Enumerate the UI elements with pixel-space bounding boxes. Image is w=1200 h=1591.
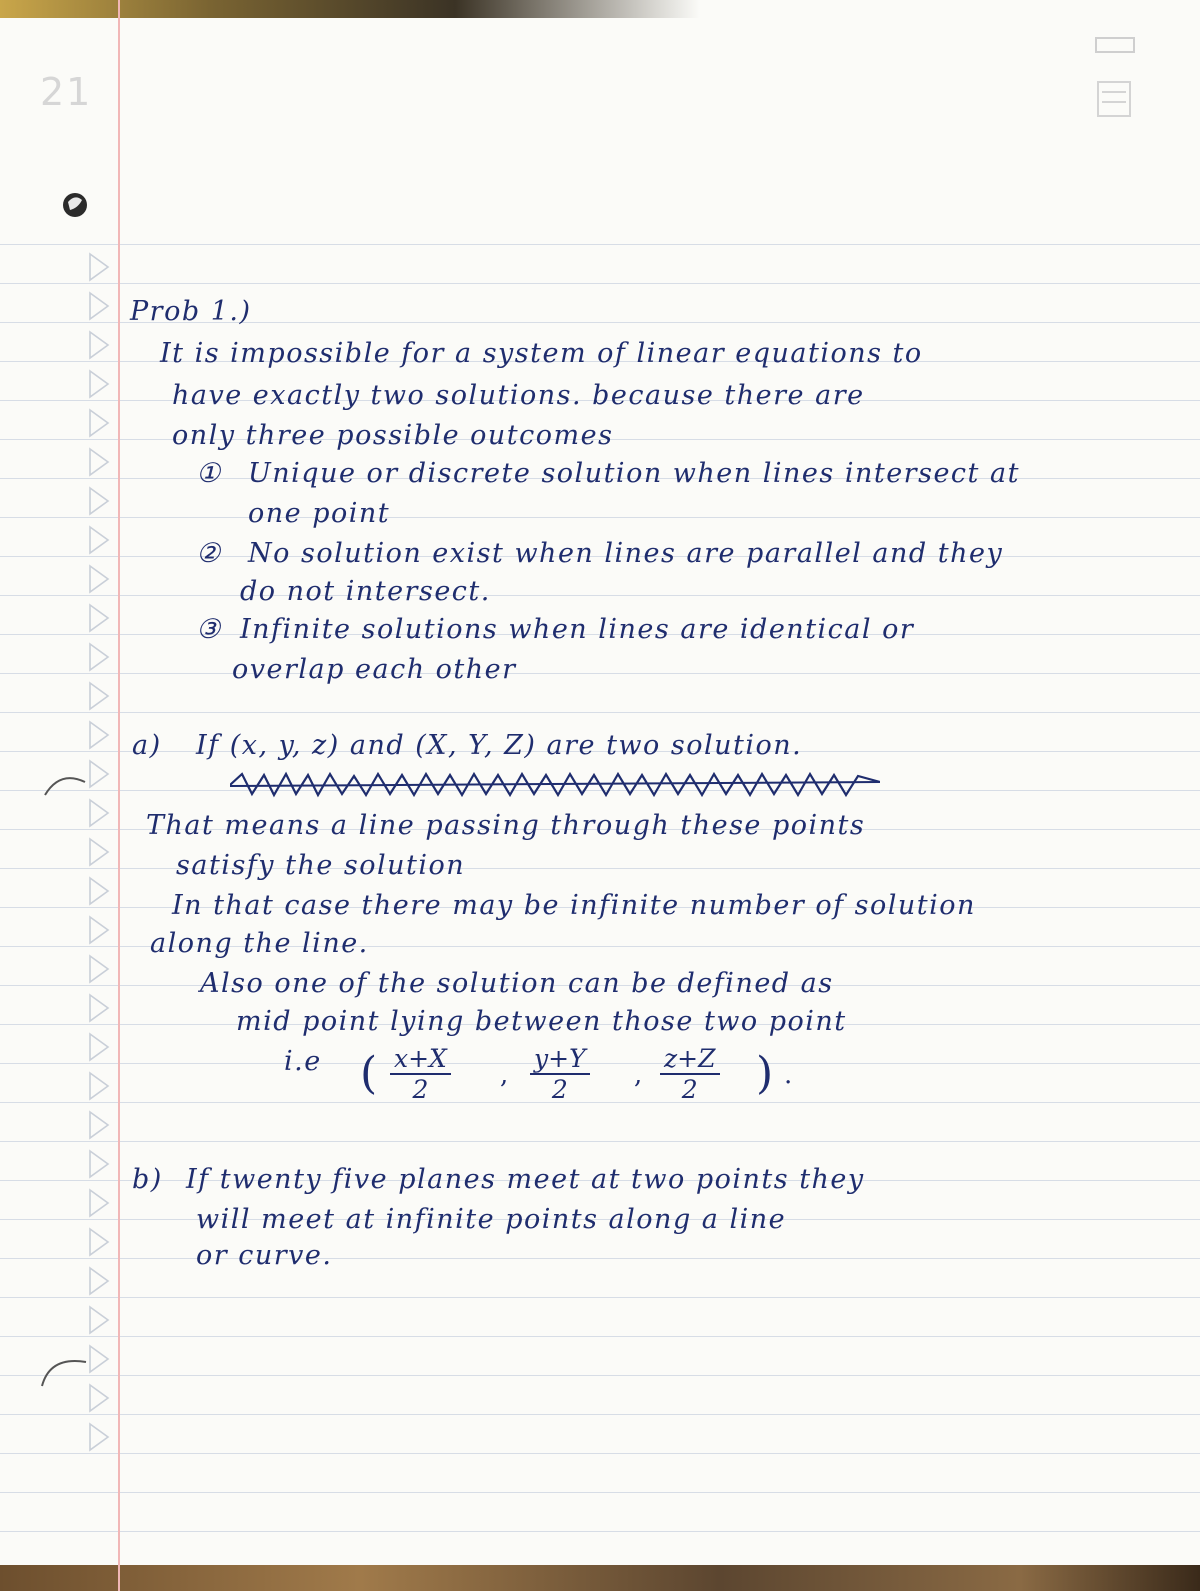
ruled-line xyxy=(0,244,1200,245)
part-a-line: mid point lying between those two point xyxy=(236,1006,847,1037)
margin-line xyxy=(118,0,120,1591)
hook-mark-icon xyxy=(40,770,100,800)
problem-heading: Prob 1.) xyxy=(130,296,252,327)
ruled-line xyxy=(0,1492,1200,1493)
intro-line: It is impossible for a system of linear equations to xyxy=(160,338,923,369)
part-a-line: satisfy the solution xyxy=(176,850,466,881)
part-b-line: will meet at infinite points along a line xyxy=(196,1204,787,1235)
part-a-line: That means a line passing through these points xyxy=(146,810,866,841)
margin-triangle-icon xyxy=(88,1032,110,1062)
intro-line: have exactly two solutions. because there are xyxy=(172,380,865,411)
corner-stamp-icon xyxy=(1092,34,1138,124)
part-a-line: along the line. xyxy=(150,928,369,959)
margin-triangle-icon xyxy=(88,1227,110,1257)
margin-triangle-icon xyxy=(88,564,110,594)
margin-triangle-icon xyxy=(88,330,110,360)
margin-triangle-icon xyxy=(88,1266,110,1296)
margin-triangle-icon xyxy=(88,1305,110,1335)
ruled-line xyxy=(0,1531,1200,1532)
margin-triangle-icon xyxy=(88,525,110,555)
margin-triangle-icon xyxy=(88,1149,110,1179)
ruled-line xyxy=(0,673,1200,674)
punch-hole-icon xyxy=(60,190,90,220)
fraction-numerator: y+Y xyxy=(530,1044,590,1075)
part-b-line: or curve. xyxy=(196,1240,333,1271)
margin-triangle-icon xyxy=(88,642,110,672)
comma: , xyxy=(634,1060,643,1090)
margin-triangle-icon xyxy=(88,408,110,438)
scan-top-edge xyxy=(0,0,700,18)
part-b-label: b) xyxy=(132,1164,163,1195)
intro-line: only three possible outcomes xyxy=(172,420,614,451)
outcome-marker: ③ xyxy=(196,614,222,645)
ruled-line xyxy=(0,1453,1200,1454)
hook-mark-icon xyxy=(36,1350,100,1390)
margin-triangle-icon xyxy=(88,447,110,477)
margin-triangle-icon xyxy=(88,915,110,945)
margin-triangle-icon xyxy=(88,798,110,828)
part-a-line: If (x, y, z) and (X, Y, Z) are two solution. xyxy=(196,730,803,761)
part-b-line: If twenty five planes meet at two points they xyxy=(186,1164,865,1195)
close-paren: ) xyxy=(756,1048,774,1099)
margin-triangle-icon xyxy=(88,1110,110,1140)
margin-triangle-icon xyxy=(88,369,110,399)
fraction-z xyxy=(660,1044,720,1104)
margin-triangle-icon xyxy=(88,486,110,516)
margin-triangle-icon xyxy=(88,720,110,750)
ruled-line xyxy=(0,1258,1200,1259)
outcome-line: one point xyxy=(248,498,391,529)
outcome-line: overlap each other xyxy=(232,654,517,685)
ruled-line xyxy=(0,283,1200,284)
ruled-line xyxy=(0,1375,1200,1376)
margin-triangle-icon xyxy=(88,681,110,711)
crossed-out-scribble xyxy=(230,770,880,800)
ruled-line xyxy=(0,1414,1200,1415)
outcome-line: do not intersect. xyxy=(240,576,491,607)
margin-triangle-icon xyxy=(88,954,110,984)
outcome-marker: ② xyxy=(196,538,222,569)
margin-triangle-icon xyxy=(88,252,110,282)
margin-triangle-icon xyxy=(88,1422,110,1452)
comma: , xyxy=(500,1060,509,1090)
scan-bottom-edge xyxy=(0,1565,1200,1591)
ruled-line xyxy=(0,1297,1200,1298)
fraction-x xyxy=(390,1044,451,1104)
margin-triangle-icon xyxy=(88,993,110,1023)
margin-triangle-icon xyxy=(88,603,110,633)
ruled-line xyxy=(0,1141,1200,1142)
outcome-line: Unique or discrete solution when lines intersect at xyxy=(248,458,1020,489)
margin-triangle-icon xyxy=(88,291,110,321)
open-paren: ( xyxy=(360,1048,378,1099)
ie-label: i.e xyxy=(284,1046,322,1077)
ruled-line xyxy=(0,1336,1200,1337)
end-mark: . xyxy=(784,1060,793,1090)
fraction-denominator: 2 xyxy=(412,1075,429,1104)
margin-triangle-icon xyxy=(88,876,110,906)
outcome-marker: ① xyxy=(196,458,222,489)
margin-triangle-icon xyxy=(88,1071,110,1101)
part-a-line: Also one of the solution can be defined as xyxy=(200,968,834,999)
ruled-line xyxy=(0,595,1200,596)
fraction-numerator: z+Z xyxy=(660,1044,720,1075)
ruled-line xyxy=(0,712,1200,713)
fraction-denominator: 2 xyxy=(551,1075,568,1104)
outcome-line: Infinite solutions when lines are identical or xyxy=(240,614,915,645)
ruled-line xyxy=(0,517,1200,518)
fraction-denominator: 2 xyxy=(681,1075,698,1104)
part-a-line: In that case there may be infinite number of solution xyxy=(172,890,976,921)
outcome-line: No solution exist when lines are parallel and they xyxy=(248,538,1004,569)
page-number: 21 xyxy=(40,70,93,114)
midpoint-formula xyxy=(360,1040,800,1110)
part-a-label: a) xyxy=(132,730,162,761)
margin-triangle-icon xyxy=(88,1188,110,1218)
fraction-y xyxy=(530,1044,590,1104)
fraction-numerator: x+X xyxy=(390,1044,451,1075)
margin-triangle-icon xyxy=(88,837,110,867)
